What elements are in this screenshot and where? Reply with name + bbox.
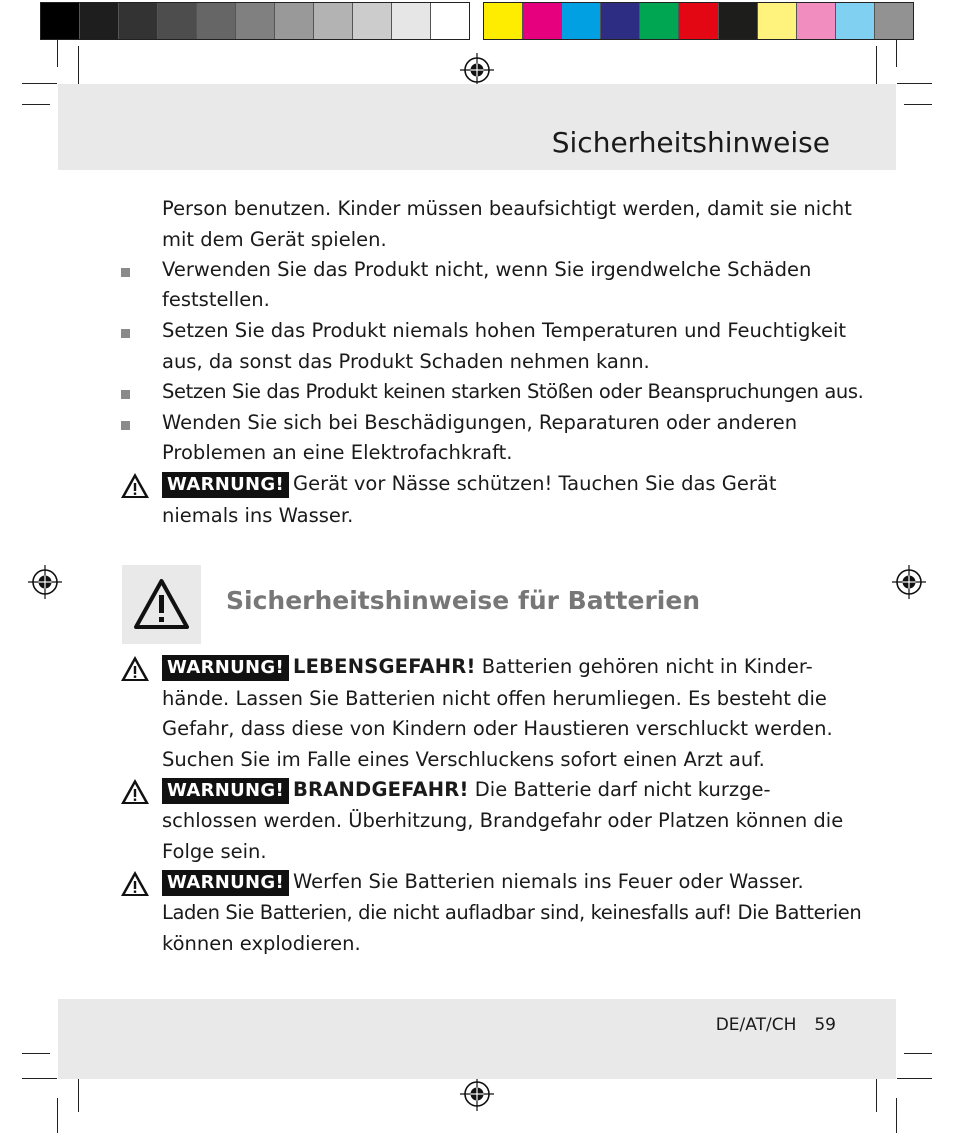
bullet-text-line: Setzen Sie das Produkt niemals hohen Temperaturen und Feuchtigkeit [162,319,847,342]
bullet-text-line: Problemen an eine Elektrofachkraft. [162,441,513,464]
crop-mark [904,1053,932,1054]
color-swatch [562,3,601,39]
warning-badge: WARNUNG! [162,778,289,804]
color-swatch [601,3,640,39]
warning-triangle-icon [120,655,150,682]
warning-text-line: Gefahr, dass diese von Kindern oder Haustieren verschluckt werden. [162,717,833,740]
warning-triangle-icon [120,778,150,805]
color-swatch [679,3,718,39]
color-swatch [640,3,679,39]
bullet-text-line: feststellen. [162,288,270,311]
crop-mark [896,40,897,67]
color-swatch [836,3,875,39]
page-title: Sicherheitshinweise [551,126,830,159]
warning-text: Batterien gehören nicht in Kinder- [481,655,813,678]
color-swatch [431,3,469,39]
color-swatch [275,3,314,39]
footer-locale: DE/AT/CH [715,1015,797,1035]
color-swatch [875,3,913,39]
bullet-text-line: Setzen Sie das Produkt keinen starken Stößen oder Beanspruchungen aus. [162,380,864,403]
crop-mark [897,83,932,84]
color-swatch [719,3,758,39]
color-swatch [314,3,353,39]
warning-badge: WARNUNG! [162,655,289,681]
warning-line [162,867,804,898]
warning-text: Gerät vor Nässe schützen! Tauchen Sie das Gerät [292,472,777,495]
warning-triangle-icon [120,870,150,897]
bullet-marker [121,329,130,338]
color-swatch [758,3,797,39]
warning-text-line: Folge sein. [162,840,267,863]
color-bar-process [483,2,914,40]
warning-emphasis: BRANDGEFAHR! [292,778,469,801]
warning-text: Werfen Sie Batterien niemals ins Feuer oder Wasser. [292,870,804,893]
warning-emphasis: LEBENSGEFAHR! [292,655,476,678]
registration-mark-icon [28,565,62,599]
warning-text-line: Laden Sie Batterien, die nicht aufladbar sind, keinesfalls auf! Die Batterien [162,901,862,924]
warning-line [162,775,770,806]
bullet-marker [121,390,130,399]
color-swatch [523,3,562,39]
section-icon-box [122,565,201,644]
bullet-text-line: aus, da sonst das Produkt Schaden nehmen kann. [162,350,650,373]
body-text-line: Person benutzen. Kinder müssen beaufsichtigt werden, damit sie nicht [162,197,852,220]
color-bar-grayscale [40,2,470,40]
color-swatch [484,3,523,39]
color-swatch [392,3,431,39]
warning-text-line: Suchen Sie im Falle eines Verschluckens sofort einen Arzt auf. [162,748,765,771]
bullet-marker [121,421,130,430]
warning-badge: WARNUNG! [162,472,289,498]
crop-mark [57,40,58,67]
registration-mark-icon [460,1077,494,1111]
crop-mark [22,83,57,84]
crop-mark [22,104,50,105]
color-swatch [353,3,392,39]
page-footer [716,1015,836,1035]
registration-mark-icon [460,53,494,87]
warning-line [162,469,777,500]
warning-text-line: hände. Lassen Sie Batterien nicht offen herumliegen. Es besteht die [162,687,827,710]
color-swatch [158,3,197,39]
body-text-line: mit dem Gerät spielen. [162,228,387,251]
bullet-text-line: Wenden Sie sich bei Beschädigungen, Reparaturen oder anderen [162,411,798,434]
color-swatch [797,3,836,39]
warning-triangle-icon [120,472,150,499]
section-title: Sicherheitshinweise für Batterien [226,586,701,615]
crop-mark [896,1098,897,1133]
warning-text: Die Batterie darf nicht kurzge- [474,778,771,801]
color-swatch [236,3,275,39]
crop-mark [57,1098,58,1133]
page-number: 59 [814,1015,836,1035]
warning-triangle-icon [134,579,189,629]
warning-text-line: niemals ins Wasser. [162,504,354,527]
footer-band [58,999,896,1079]
warning-line [162,652,813,683]
warning-text-line: schlossen werden. Überhitzung, Brandgefahr oder Platzen können die [162,809,844,832]
crop-mark [22,1053,50,1054]
crop-mark [897,1078,932,1079]
bullet-text-line: Verwenden Sie das Produkt nicht, wenn Sie irgendwelche Schäden [162,258,812,281]
warning-text-line: können explodieren. [162,932,361,955]
crop-mark [22,1078,57,1079]
color-swatch [41,3,80,39]
warning-badge: WARNUNG! [162,870,289,896]
color-swatch [80,3,119,39]
color-swatch [197,3,236,39]
crop-mark [904,104,932,105]
registration-mark-icon [892,565,926,599]
bullet-marker [121,268,130,277]
color-swatch [119,3,158,39]
